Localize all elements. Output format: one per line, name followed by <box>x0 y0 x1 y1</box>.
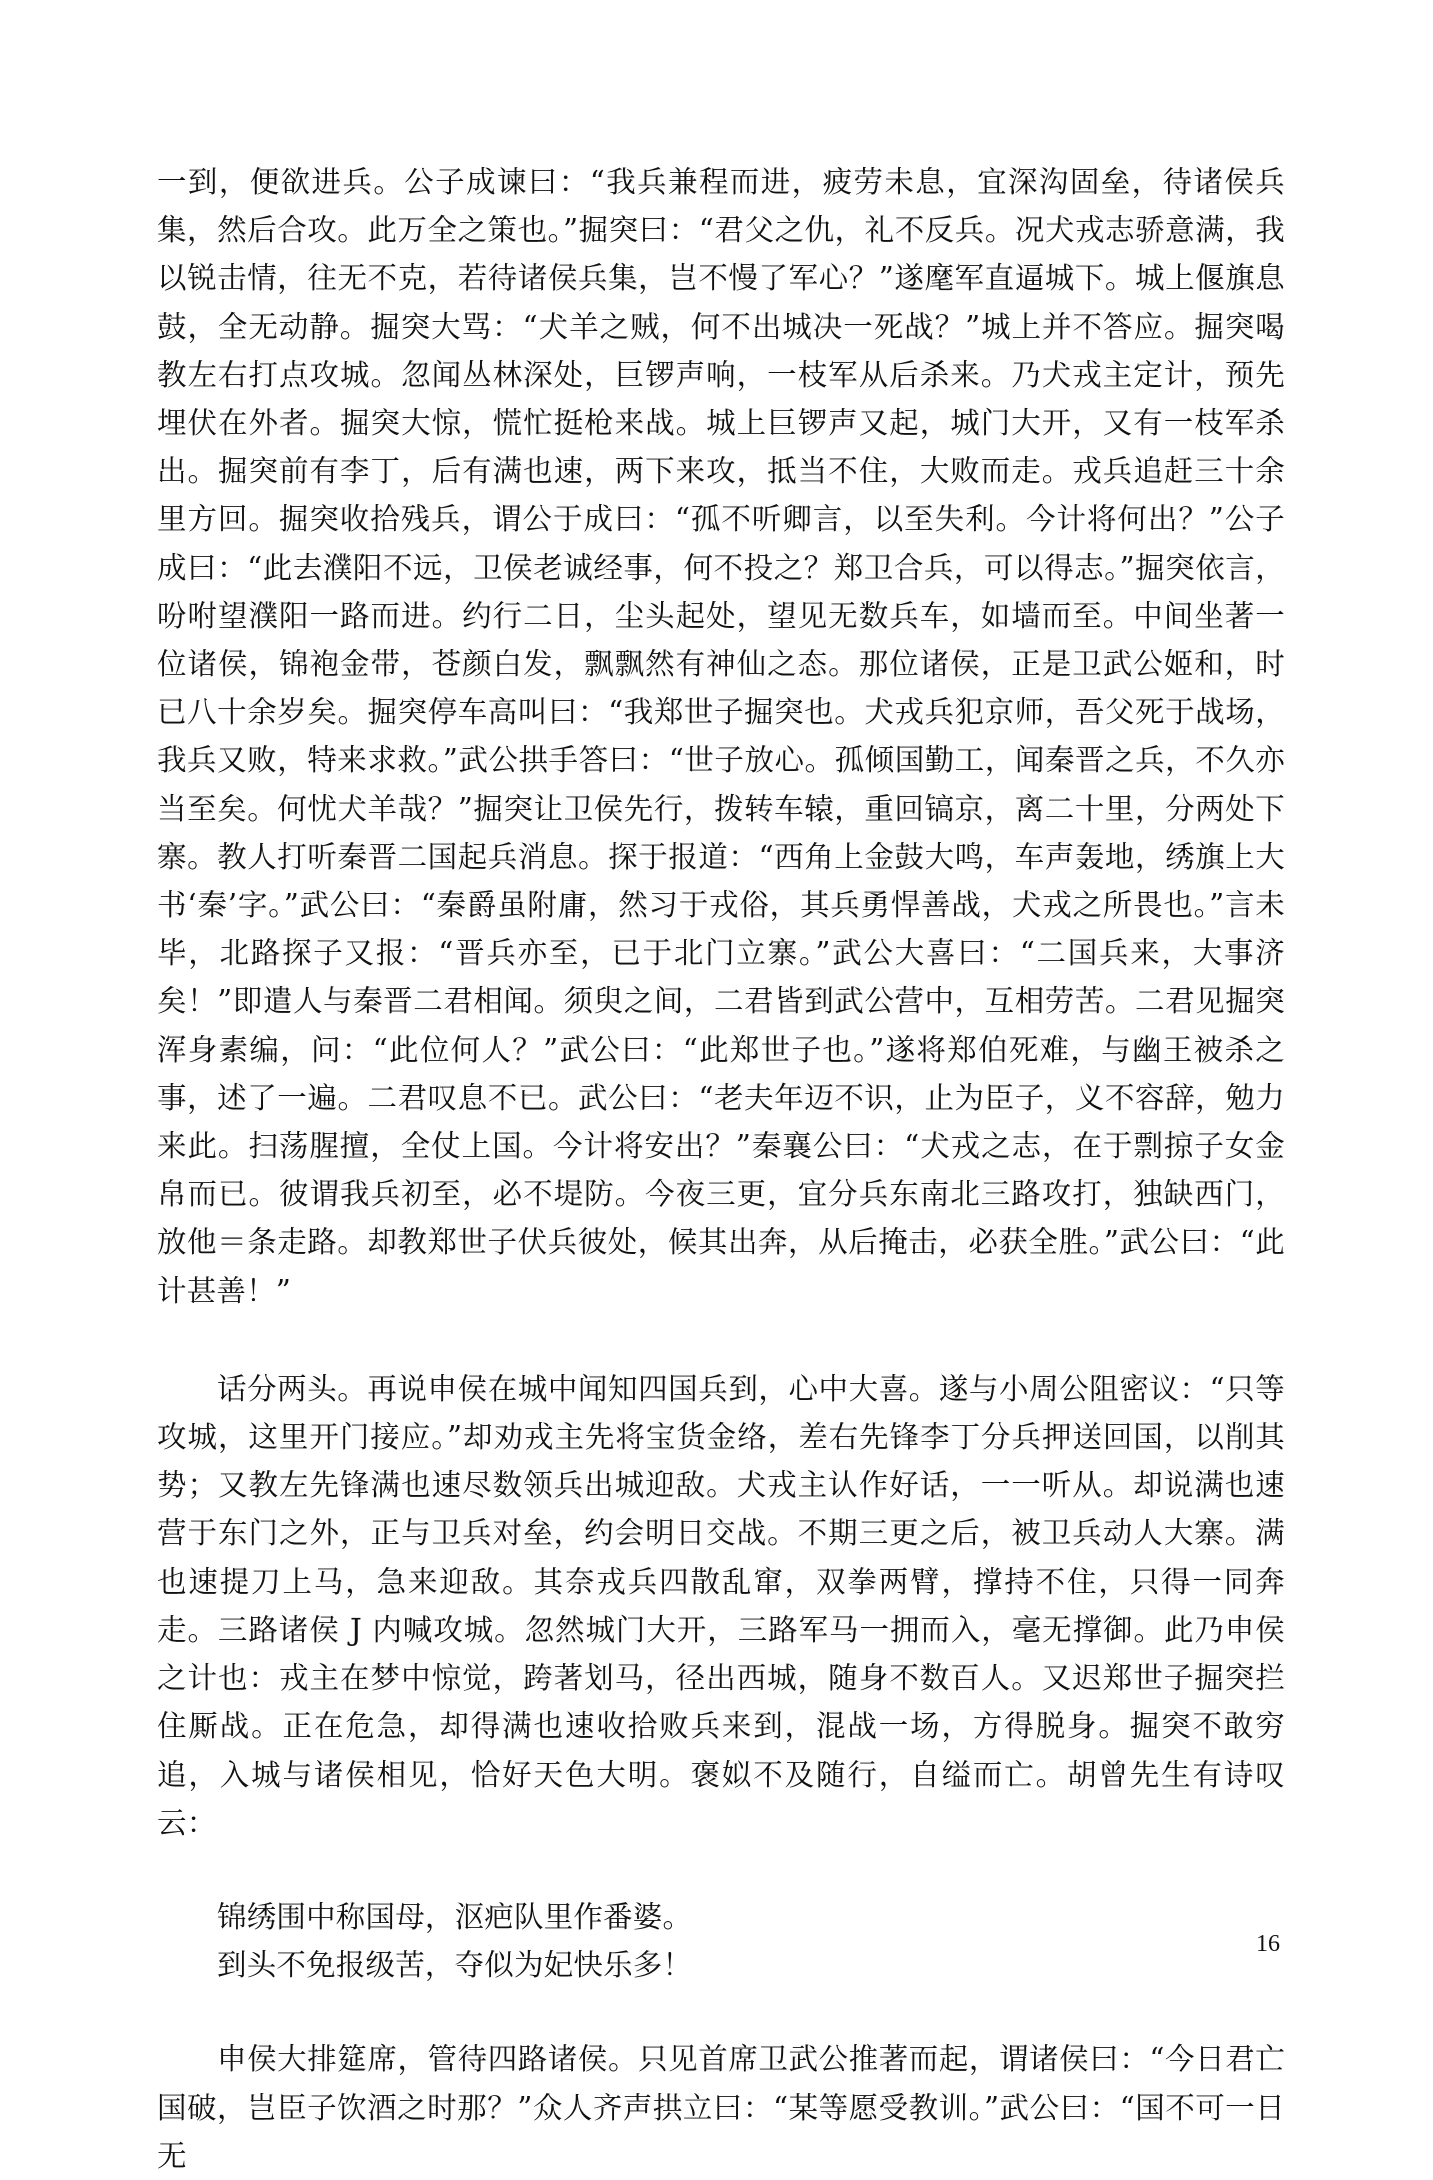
paragraph-3: 申侯大排筵席，管待四路诸侯。只见首席卫武公推著而起，谓诸侯曰：“今日君亡国破，岂臣子饮酒之时那？”众人齐声拱立曰：“某等愿受教训。”武公曰：“国不可一日无 <box>157 2042 1285 2173</box>
poem <box>157 1893 1285 1989</box>
paragraph-gap <box>157 1315 1285 1365</box>
paragraph-gap <box>157 1847 1285 1893</box>
body-text <box>157 158 1285 2180</box>
poem-line-1: 锦绣围中称国母，沤疤队里作番婆。 <box>217 1899 693 1934</box>
poem-line-2: 到头不免报级苦，夺似为妃快乐多！ <box>217 1948 693 1983</box>
paragraph-2: 话分两头。再说申侯在城中闻知四国兵到，心中大喜。遂与小周公阻密议：“只等攻城，这里开门接应。”却劝戎主先将宝货金络，差右先锋李丁分兵押送回国，以削其势；又教左先锋满也速尽数领兵出城迎敌。犬戎主认作好话，一一听从。却说满也速营于东门之外，正与卫兵对垒，约会明日交战。不期三更之后，被卫兵动人大寨。满也速提刀上马，急来迎敌。其奈戎兵四散乱窜，双拳两臂，撑持不住，只得一同奔走。三路诸侯 J 内喊攻城。忽然城门大开，三路军马一拥而入，毫无撑御。此乃申侯之计也：戎主在梦中惊觉，跨著划马，径出西城，随身不数百人。又迟郑世子掘突拦住厮战。正在危急，却得满也速收拾败兵来到，混战一场，方得脱身。掘突不敢穷追，入城与诸侯相见，恰好天色大明。褒姒不及随行，自缢而亡。胡曾先生有诗叹云： <box>157 1371 1285 1840</box>
page-number: 16 <box>1256 1931 1280 1957</box>
paragraph-gap <box>157 1989 1285 2035</box>
paragraph-1: 一到，便欲进兵。公子成谏曰：“我兵兼程而进，疲劳未息，宜深沟固垒，待诸侯兵集，然后合攻。此万全之策也。”掘突曰：“君父之仇，礼不反兵。况犬戎志骄意满，我以锐击情，往无不克，若待诸侯兵集，岂不慢了军心？”遂麾军直逼城下。城上偃旗息鼓，全无动静。掘突大骂：“犬羊之贼，何不出城决一死战？”城上并不答应。掘突喝教左右打点攻城。忽闻丛林深处，巨锣声响，一枝军从后杀来。乃犬戎主定计，预先埋伏在外者。掘突大惊，慌忙挺枪来战。城上巨锣声又起，城门大开，又有一枝军杀出。掘突前有李丁，后有满也速，两下来攻，抵当不住，大败而走。戎兵追赶三十余里方回。掘突收拾残兵，谓公于成曰：“孤不听卿言，以至失利。今计将何出？”公子成曰：“此去濮阳不远，卫侯老诚经事，何不投之？郑卫合兵，可以得志。”掘突依言，吩咐望濮阳一路而进。约行二日，尘头起处，望见无数兵车，如墙而至。中间坐著一位诸侯，锦袍金带，苍颜白发，飘飘然有神仙之态。那位诸侯，正是卫武公姬和，时已八十余岁矣。掘突停车高叫曰：“我郑世子掘突也。犬戎兵犯京师，吾父死于战场，我兵又败，特来求救。”武公拱手答曰：“世子放心。孤倾国勤工，闻秦晋之兵，不久亦当至矣。何忧犬羊哉？”掘突让卫侯先行，拨转车辕，重回镐京，离二十里，分两处下寨。教人打听秦晋二国起兵消息。探于报道：“西角上金鼓大鸣，车声轰地，绣旗上大书‘秦’字。”武公曰：“秦爵虽附庸，然习于戎俗，其兵勇悍善战，犬戎之所畏也。”言未毕，北路探子又报：“晋兵亦至，已于北门立寨。”武公大喜曰：“二国兵来，大事济矣！”即遣人与秦晋二君相闻。须臾之间，二君皆到武公营中，互相劳苦。二君见掘突浑身素编，问：“此位何人？”武公曰：“此郑世子也。”遂将郑伯死难，与幽王被杀之事，述了一遍。二君叹息不已。武公曰：“老夫年迈不识，止为臣子，义不容辞，勉力来此。扫荡腥擅，全仗上国。今计将安出？”秦襄公曰：“犬戎之志，在于剽掠子女金帛而已。彼谓我兵初至，必不堤防。今夜三更，宜分兵东南北三路攻打，独缺西门，放他＝条走路。却教郑世子伏兵彼处，候其出奔，从后掩击，必获全胜。”武公曰：“此计甚善！” <box>157 165 1285 1308</box>
